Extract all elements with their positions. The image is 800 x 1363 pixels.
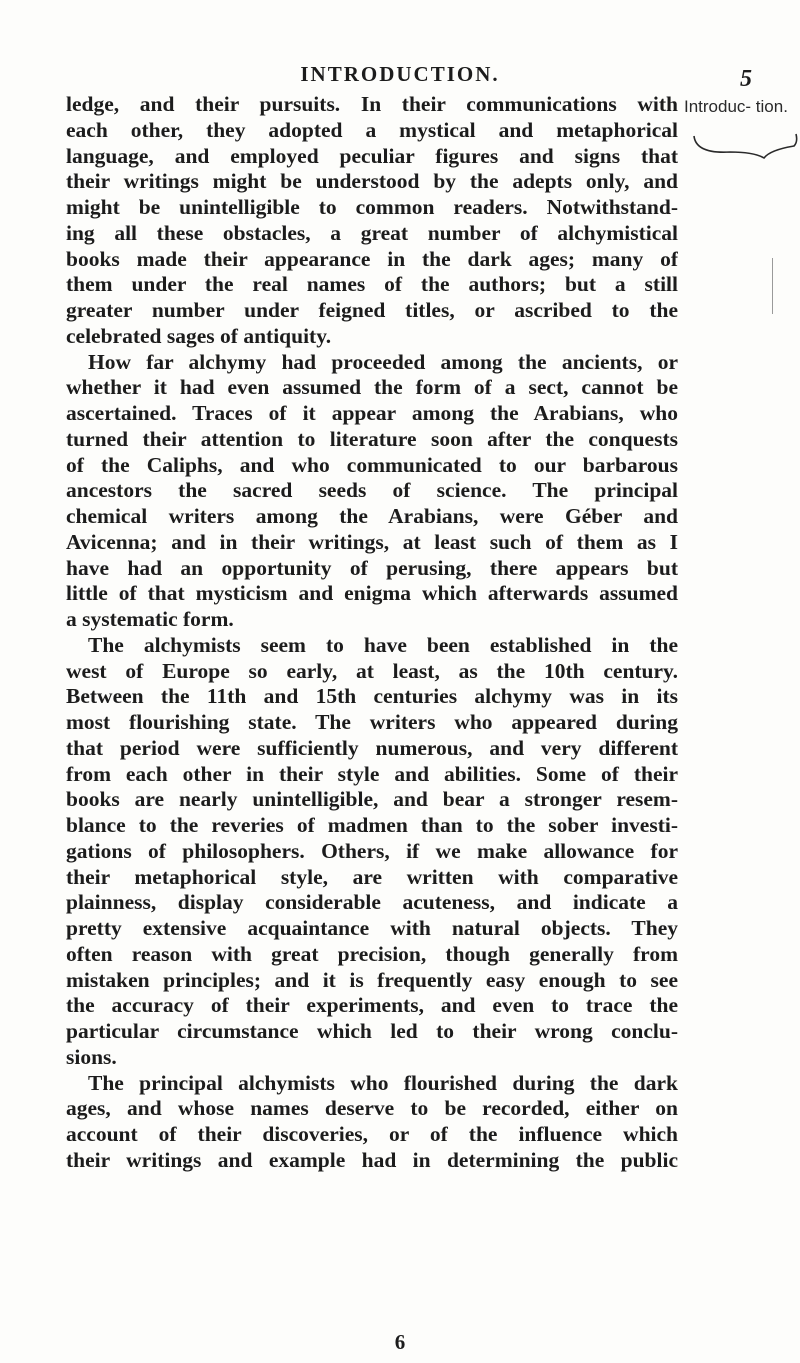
text-line: ledge, and their pursuits. In their communications with: [66, 92, 678, 116]
text-line: their writings might be understood by the adepts only, and: [66, 169, 678, 194]
signature-mark: 6: [394, 1330, 406, 1354]
text-line: How far alchymy had proceeded among the ancients, or: [88, 349, 678, 374]
text-line: language, and employed peculiar figures and signs that: [66, 143, 678, 168]
page-number: 5: [740, 66, 752, 92]
running-head: INTRODUCTION.: [300, 62, 500, 86]
text-line: particular circumstance which led to their wrong conclu-: [66, 1019, 678, 1043]
text-line: ages, and whose names deserve to be recorded, either on: [66, 1096, 678, 1121]
text-line: ancestors the sacred seeds of science. The principal: [66, 478, 678, 503]
text-line: might be unintelligible to common readers. Notwithstand-: [66, 195, 678, 219]
text-line: greater number under feigned titles, or ascribed to the: [66, 298, 678, 322]
text-line: blance to the reveries of madmen than to the sober investi-: [66, 813, 678, 837]
text-line: ascertained. Traces of it appear among the Arabians, who: [66, 401, 678, 425]
text-line: The principal alchymists who flourished during the dark: [88, 1070, 678, 1095]
text-line: Between the 11th and 15th centuries alchymy was in its: [66, 684, 678, 709]
text-line: gations of philosophers. Others, if we make allowance for: [66, 838, 678, 863]
text-line: each other, they adopted a mystical and metaphorical: [66, 117, 678, 142]
text-line: most flourishing state. The writers who appeared during: [66, 710, 678, 734]
text-line: west of Europe so early, at least, as the 10th century.: [66, 658, 678, 683]
text-line: celebrated sages of antiquity.: [66, 323, 332, 348]
text-line: plainness, display considerable acuteness, and indicate a: [66, 890, 678, 915]
text-line: from each other in their style and abilities. Some of their: [66, 761, 678, 786]
text-line: account of their discoveries, or of the influence which: [66, 1122, 678, 1146]
text-line: often reason with great precision, though generally from: [66, 941, 678, 966]
text-line: whether it had even assumed the form of a sect, cannot be: [66, 375, 678, 400]
text-line: chemical writers among the Arabians, were Géber and: [66, 504, 678, 528]
text-line: books are nearly unintelligible, and bear a stronger resem-: [66, 787, 678, 812]
margin-note: Introduc- tion.: [684, 97, 788, 116]
margin-note-bracket: [690, 130, 800, 160]
text-line: sions.: [66, 1044, 117, 1069]
text-line: them under the real names of the authors; but a still: [66, 272, 678, 297]
text-line: little of that mysticism and enigma which afterwards assumed: [66, 581, 678, 606]
text-line: pretty extensive acquaintance with natural objects. They: [66, 916, 678, 940]
text-line: their writings and example had in determining the public: [66, 1147, 678, 1172]
text-line: a systematic form.: [66, 607, 234, 631]
text-line: ing all these obstacles, a great number of alchymistical: [66, 220, 678, 245]
text-line: that period were sufficiently numerous, and very different: [66, 735, 678, 760]
text-line: mistaken principles; and it is frequently easy enough to see: [66, 967, 678, 992]
text-line: of the Caliphs, and who communicated to our barbarous: [66, 452, 678, 477]
body-text: [66, 92, 678, 1174]
text-line: the accuracy of their experiments, and even to trace the: [66, 993, 678, 1018]
text-line: Avicenna; and in their writings, at least such of them as I: [66, 529, 678, 554]
text-line: The alchymists seem to have been established in the: [88, 632, 678, 657]
margin-rule: [772, 258, 773, 314]
text-line: have had an opportunity of perusing, there appears but: [66, 555, 678, 580]
text-line: their metaphorical style, are written with comparative: [66, 864, 678, 889]
text-line: turned their attention to literature soon after the conquests: [66, 426, 678, 451]
text-line: books made their appearance in the dark ages; many of: [66, 246, 678, 271]
